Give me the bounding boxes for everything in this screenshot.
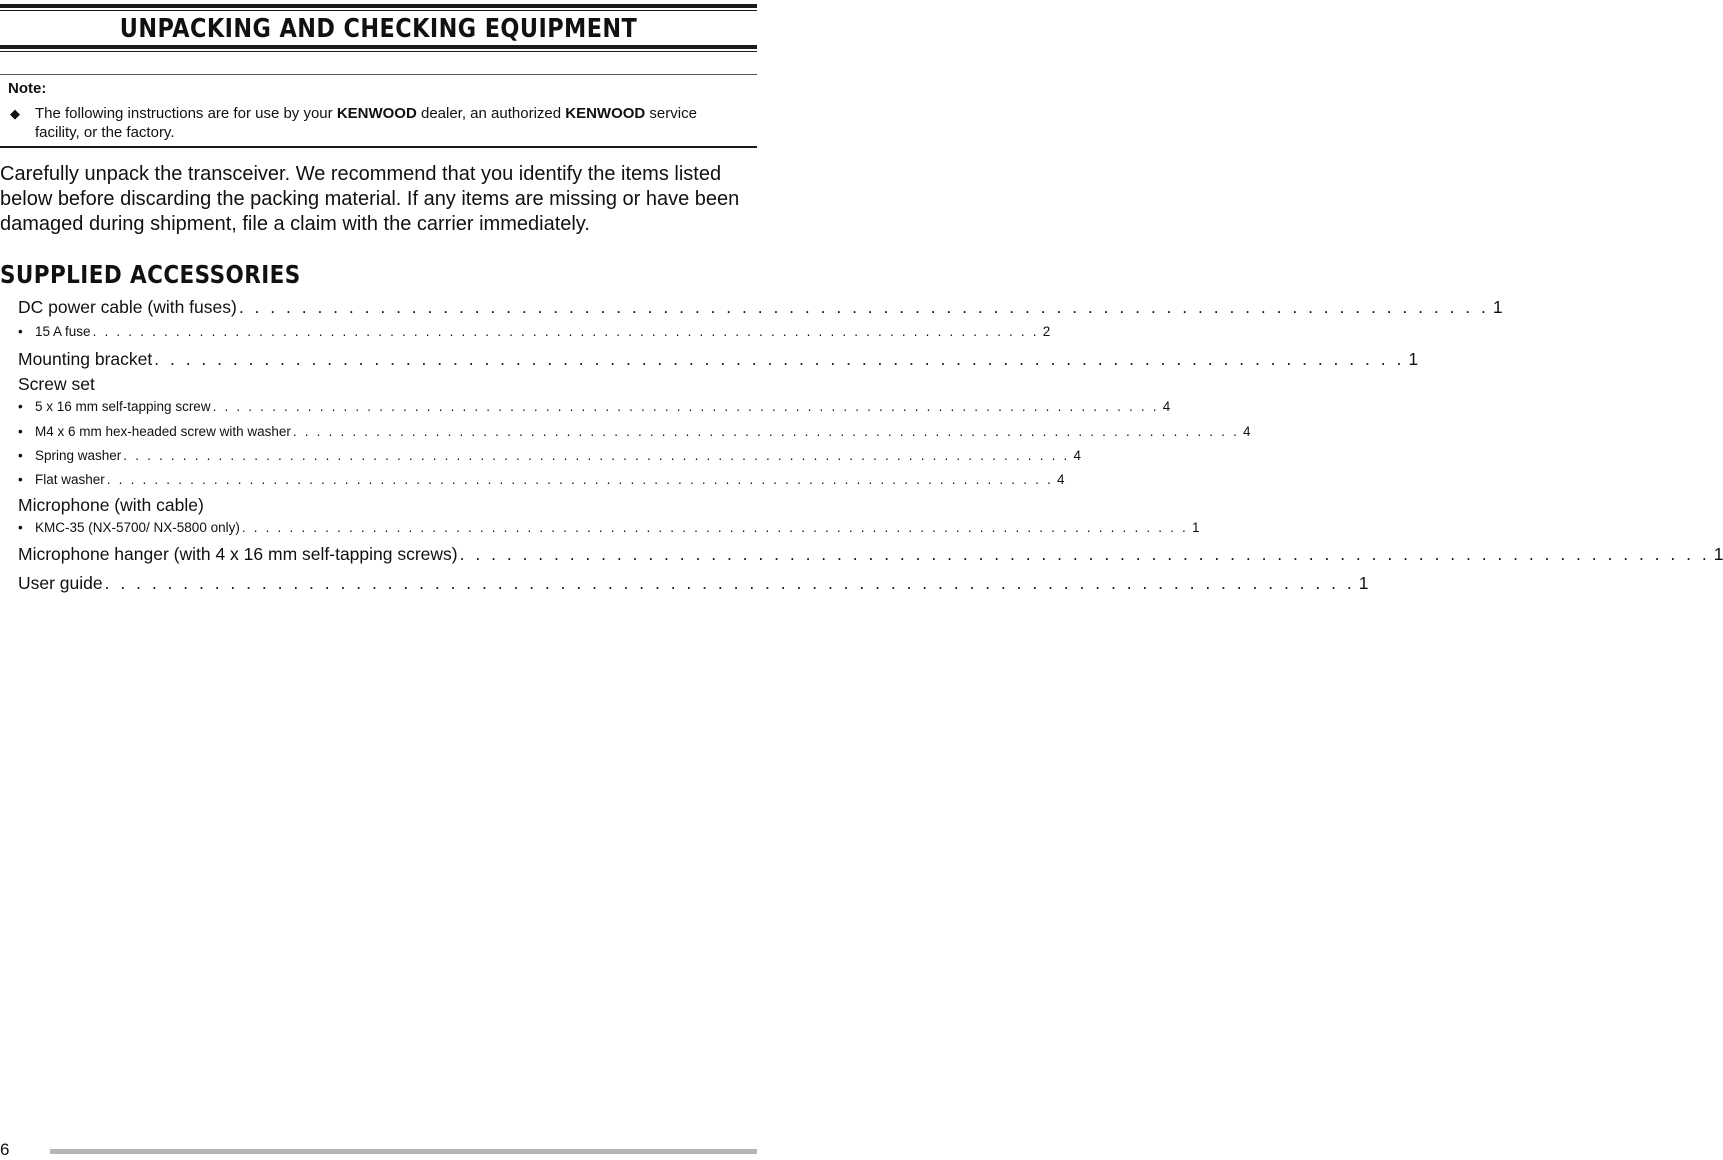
accessory-quantity: 4: [1243, 424, 1251, 439]
leader-dots: . . . . . . . . . . . . . . . . . . . . . . . . . . . . . . . . . . . . . . . . . . . . . . . . . . . . . . . . . . . . . . . . . . . . . . . . . . . . . . . .: [106, 472, 1053, 487]
leader-dots: . . . . . . . . . . . . . . . . . . . . . . . . . . . . . . . . . . . . . . . . . . . . . . . . . . . . . . . . . . . . . . . . . . . . . . . . . . . . . . . .: [92, 324, 1039, 339]
accessory-label: Screw set: [18, 374, 95, 394]
accessory-quantity: 1: [1358, 573, 1369, 593]
section-title: SUPPLIED ACCESSORIES: [0, 260, 301, 289]
leader-dots: . . . . . . . . . . . . . . . . . . . . . . . . . . . . . . . . . . . . . . . . . . . . . . . . . . . . . . . . . . . . . . . . . . . . . . . . . . . . . . . .: [154, 349, 1405, 369]
accessory-quantity: 1: [1492, 297, 1503, 317]
leader-dots: . . . . . . . . . . . . . . . . . . . . . . . . . . . . . . . . . . . . . . . . . . . . . . . . . . . . . . . . . . . . . . . . . . . . . . . . . . . . . . . .: [123, 448, 1070, 463]
page-title: UNPACKING AND CHECKING EQUIPMENT: [119, 14, 638, 44]
brand-name: KENWOOD: [336, 105, 417, 122]
accessory-item: [0, 543, 1723, 565]
accessory-label: DC power cable (with fuses): [18, 297, 237, 317]
accessory-label: 5 x 16 mm self-tapping screw: [35, 399, 211, 414]
bullet-icon: •: [18, 448, 23, 463]
accessory-quantity: 1: [1713, 544, 1723, 564]
leader-dots: . . . . . . . . . . . . . . . . . . . . . . . . . . . . . . . . . . . . . . . . . . . . . . . . . . . . . . . . . . . . . . . . . . . . . . . . . . . . . . . .: [241, 520, 1189, 535]
accessory-quantity: 4: [1073, 448, 1081, 463]
note-rule-top: [0, 74, 757, 75]
leader-dots: . . . . . . . . . . . . . . . . . . . . . . . . . . . . . . . . . . . . . . . . . . . . . . . . . . . . . . . . . . . . . . . . . . . . . . . . . . . . . . . .: [292, 424, 1240, 439]
accessory-quantity: 1: [1408, 349, 1419, 369]
note-label: Note:: [8, 80, 47, 97]
accessory-subitem: [0, 471, 1065, 489]
accessory-subitem: [0, 447, 1081, 465]
brand-name: KENWOOD: [565, 105, 646, 122]
title-rule-top-thick: [0, 4, 757, 8]
title-rule-top-thin: [0, 10, 757, 11]
bullet-icon: •: [18, 520, 23, 535]
bullet-icon: •: [18, 472, 23, 487]
title-rule-bottom-thin: [0, 51, 757, 52]
accessory-label: KMC-35 (NX-5700/ NX-5800 only): [35, 520, 240, 535]
page-number: 6: [0, 1140, 10, 1159]
accessory-quantity: 2: [1042, 324, 1051, 339]
accessory-label: M4 x 6 mm hex-headed screw with washer: [35, 424, 291, 439]
accessory-label: Microphone (with cable): [18, 495, 204, 515]
accessory-label: Microphone hanger (with 4 x 16 mm self-tapping screws): [18, 544, 458, 564]
leader-dots: . . . . . . . . . . . . . . . . . . . . . . . . . . . . . . . . . . . . . . . . . . . . . . . . . . . . . . . . . . . . . . . . . . . . . . . . . . . . . . . .: [459, 544, 1710, 564]
leader-dots: . . . . . . . . . . . . . . . . . . . . . . . . . . . . . . . . . . . . . . . . . . . . . . . . . . . . . . . . . . . . . . . . . . . . . . . . . . . . . . . .: [104, 573, 1355, 593]
footer-bar: [50, 1149, 757, 1154]
accessory-subitem: [0, 519, 1200, 537]
bullet-icon: •: [18, 324, 23, 339]
accessory-label: Spring washer: [35, 448, 122, 463]
accessory-quantity: 4: [1056, 472, 1065, 487]
leader-dots: . . . . . . . . . . . . . . . . . . . . . . . . . . . . . . . . . . . . . . . . . . . . . . . . . . . . . . . . . . . . . . . . . . . . . . . . . . . . . . . .: [212, 399, 1159, 414]
leader-dots: . . . . . . . . . . . . . . . . . . . . . . . . . . . . . . . . . . . . . . . . . . . . . . . . . . . . . . . . . . . . . . . . . . . . . . . . . . . . . . . .: [238, 297, 1489, 317]
accessory-subitem: [0, 423, 1251, 441]
bullet-icon: •: [18, 399, 23, 414]
bullet-icon: •: [18, 424, 23, 439]
accessory-item: [0, 348, 1419, 370]
accessory-label: Mounting bracket: [18, 349, 153, 369]
accessory-item: [0, 494, 740, 516]
accessory-item: [0, 296, 1503, 318]
accessory-label: 15 A fuse: [35, 324, 91, 339]
accessory-subitem: [0, 323, 1051, 341]
diamond-bullet-icon: ◆: [10, 106, 20, 121]
accessory-label: Flat washer: [35, 472, 105, 487]
note-text: The following instructions are for use by your KENWOOD dealer, an authorized KENWOOD service facility, or the factory.: [35, 105, 697, 141]
accessory-item: [0, 572, 1369, 594]
accessory-label: User guide: [18, 573, 103, 593]
title-rule-bottom-thick: [0, 45, 757, 49]
accessory-item: [0, 373, 740, 395]
accessory-quantity: 4: [1162, 399, 1171, 414]
accessory-subitem: [0, 398, 1171, 416]
intro-paragraph: Carefully unpack the transceiver. We recommend that you identify the items listed below before discarding the packing material. If any items are missing or have been damaged during shipment, file a claim with the carrier immediately.: [0, 163, 740, 235]
note-rule-bottom: [0, 146, 757, 148]
accessory-quantity: 1: [1192, 520, 1200, 535]
